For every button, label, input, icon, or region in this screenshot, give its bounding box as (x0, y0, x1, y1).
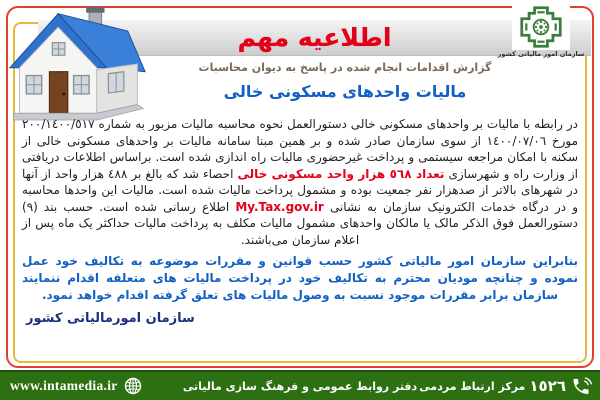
body-paragraph (22, 116, 578, 248)
portal-url-link[interactable]: My.Tax.gov.ir (235, 199, 324, 214)
signature: سازمان امورمالیاتی کشور (26, 311, 195, 326)
body-text-1: در رابطه با مالیات بر واحدهای مسکونی خالی دستورالعمل نحوه محاسبه مالیات مزبور به شماره ٢٠٠/١٤٠٠/٥١٧ مورخ ١٤٠٠/٠٧/٠٦ از سوی سازمان صادر شده و بر همین مبنا سامانه مالیات بر واحدهای مسکونی خالی از سکنه با امکان مراجعه سیستمی و پرداخت غیرحضوری مالیات راه اندازی شده است. براساس اطلاعات دریافتی از وزارت راه و شهرسازی (22, 117, 579, 181)
tax-organization-logo (512, 4, 570, 50)
office-label: دفتر روابط عمومی و فرهنگ سازی مالیاتی (182, 379, 418, 393)
website-group (10, 372, 143, 400)
page-title: اطلاعیه مهم (237, 23, 392, 52)
body-text-3: اطلاع رسانی شده است. حسب بند (٩) دستورالعمل فوق الذکر مالک یا مالکان واحدهای مشمول مالیات مکلف به پرداخت مالیات حداکثر یک ماه پس از اعلام سازمان می‌باشند. (22, 199, 578, 247)
phone-icon (570, 376, 592, 396)
hotline-number: ١٥٢٦ (529, 376, 566, 395)
vacant-units-highlight: تعداد ٥٦٨ هزار واحد مسکونی خالی (237, 166, 445, 181)
notice-body (22, 116, 578, 326)
tax-logo-icon (519, 5, 563, 49)
house-illustration (4, 0, 149, 125)
body-text-2: احصاء شد که بالغ بر ٤٨٨ هزار واحد از آنها در شهرهای بالاتر از صدهزار نفر جمعیت بوده و مشمول پرداخت مالیات شده است. مالیات این واحدها محاسبه و در درگاه خدمات الکترونیک سازمان به نشانی (22, 166, 579, 214)
subtitle: گزارش اقدامات انجام شده در پاسخ به دیوان محاسبات (198, 61, 492, 74)
section-title: مالیات واحدهای مسکونی خالی (223, 82, 467, 101)
house-icon (4, 0, 149, 125)
hotline-group (419, 372, 592, 400)
footer-bar (0, 370, 600, 400)
emphasis-paragraph: بنابراین سازمان امور مالیاتی کشور حسب قوانین و مقررات موضوعه به تکالیف خود عمل نموده و چنانچه مودیان محترم به تکالیف خود در پرداخت مالیات های متعلقه اقدام ننمایند سازمان برابر مقررات موجود نسبت به وصول مالیات های تعلق گرفته اقدام خواهد نمود. (22, 254, 578, 302)
hotline-label: مرکز ارتباط مردمی (419, 379, 526, 393)
website-link[interactable]: www.intamedia.ir (10, 378, 118, 393)
logo-caption: سازمان امور مالیاتی کشور (497, 50, 585, 58)
globe-icon (123, 376, 143, 396)
